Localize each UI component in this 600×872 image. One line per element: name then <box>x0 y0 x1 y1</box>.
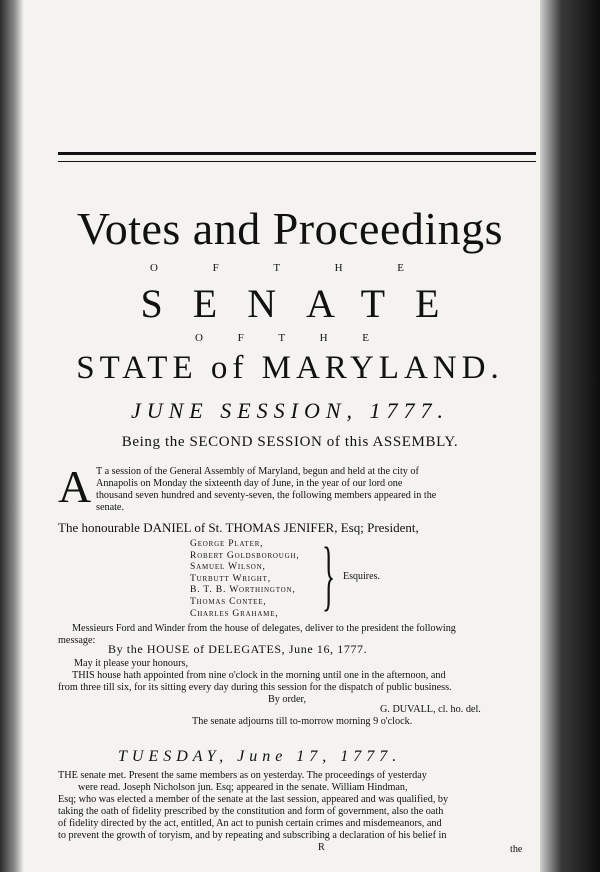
final-line-3: Esq; who was elected a member of the senate at the last session, appeared and was qualified, by <box>58 794 449 805</box>
house-heading: By the HOUSE of DELEGATES, June 16, 1777. <box>108 642 368 656</box>
document-title: Votes and Proceedings <box>76 203 504 254</box>
member-name: Thomas Contee, <box>190 595 267 607</box>
house-text-line-1: THIS house hath appointed from nine o'clock in the morning until one in the afternoon, and <box>72 670 446 681</box>
state-heading: STATE of MARYLAND. <box>76 350 504 386</box>
page-shadow-left <box>0 0 24 872</box>
opening-line-4: senate. <box>96 502 125 513</box>
member-name: Charles Grahame, <box>190 607 279 619</box>
opening-line-1: T a session of the General Assembly of Maryland, begun and held at the city of <box>96 466 419 477</box>
final-line-1: THE senate met. Present the same members as on yesterday. The proceedings of yesterday <box>58 770 427 781</box>
honours-salutation: May it please your honours, <box>74 658 189 669</box>
of-the-label-2: O F T H E <box>194 332 386 344</box>
clerk-signature: G. DUVALL, cl. ho. del. <box>380 704 481 715</box>
president-line: The honourable DANIEL of St. THOMAS JENIFER, Esq; President, <box>58 520 419 535</box>
member-name: Turbutt Wright, <box>190 572 271 584</box>
opening-line-2: Annapolis on Monday the sixteenth day of June, in the year of our lord one <box>96 478 403 489</box>
member-name: Robert Goldsborough, <box>190 549 300 561</box>
final-line-2: were read. Joseph Nicholson jun. Esq; appeared in the senate. William Hindman, <box>78 782 408 793</box>
adjournment-line: The senate adjourns till to-morrow morning 9 o'clock. <box>192 716 413 727</box>
top-rule-thick <box>58 152 536 155</box>
second-session-line: Being the SECOND SESSION of this ASSEMBLY. <box>121 434 459 450</box>
member-brace: } <box>322 531 336 618</box>
of-the-label-1: O F T H E <box>149 262 431 274</box>
session-heading: JUNE SESSION, 1777. <box>130 398 450 423</box>
member-list <box>190 538 300 619</box>
drop-cap: A <box>58 461 92 512</box>
book-spine <box>540 0 600 872</box>
catchword: the <box>510 844 523 855</box>
final-line-5: of fidelity directed by the act, entitled, An act to punish certain crimes and misdemeanors, and <box>58 818 442 829</box>
house-text-line-2: from three till six, for its sitting every day during this session for the dispatch of public business. <box>58 682 452 693</box>
member-name: Samuel Wilson, <box>190 561 266 573</box>
member-name: George Plater, <box>190 538 264 549</box>
final-line-4: taking the oath of fidelity prescribed by the constitution and form of government, also the oath <box>58 806 444 817</box>
by-order: By order, <box>268 694 307 705</box>
tuesday-heading: TUESDAY, June 17, 1777. <box>118 748 402 765</box>
member-name: B. T. B. Worthington, <box>190 584 296 596</box>
messengers-line-2: message: <box>58 635 96 646</box>
opening-line-3: thousand seven hundred and seventy-seven, the following members appeared in the <box>96 490 437 501</box>
senate-heading: SENATE <box>140 281 470 326</box>
final-line-6: to prevent the growth of toryism, and by repeating and subscribing a declaration of his belief in <box>58 830 447 841</box>
signature-mark: R <box>318 842 325 853</box>
top-rule-thin <box>58 161 536 162</box>
esquires-label: Esquires. <box>343 571 380 582</box>
messengers-line-1: Messieurs Ford and Winder from the house of delegates, deliver to the president the following <box>72 623 456 634</box>
